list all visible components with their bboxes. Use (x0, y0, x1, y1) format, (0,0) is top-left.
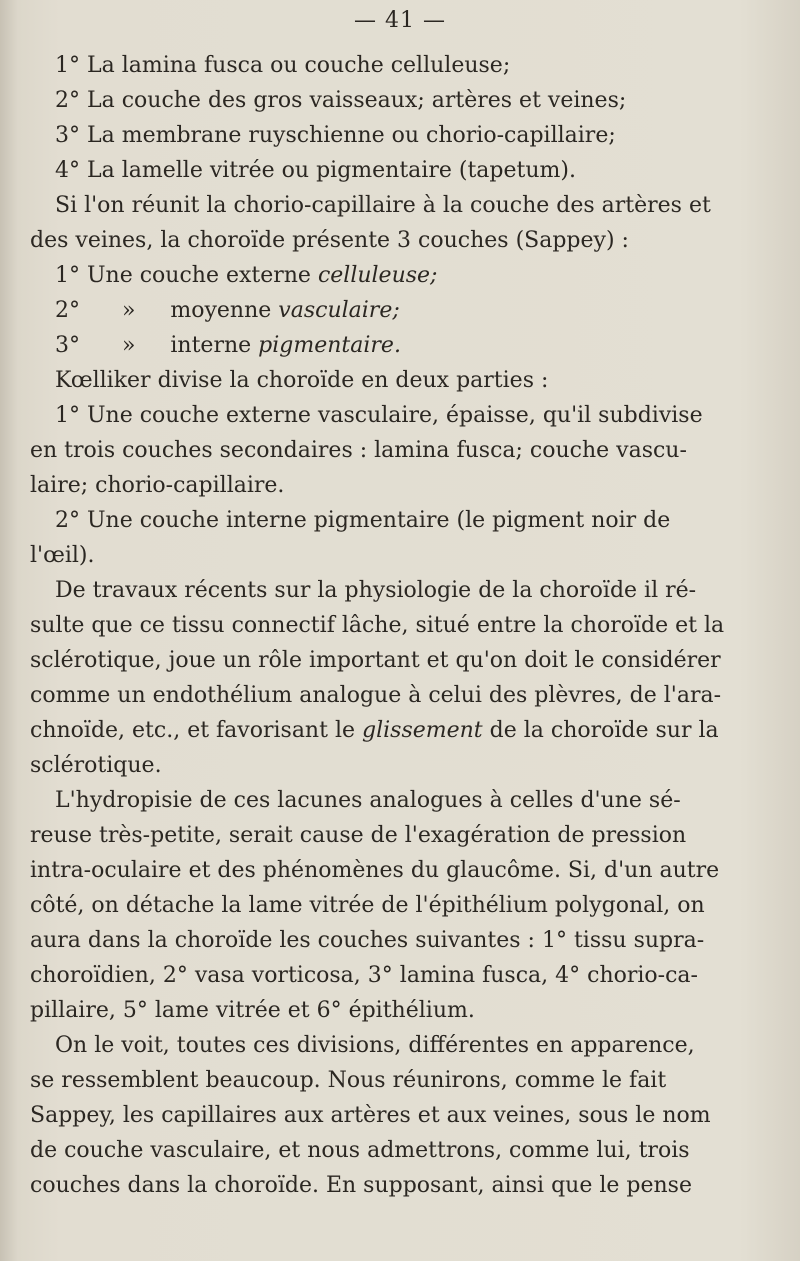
text-line: chnoïde, etc., et favorisant le glissement de la choroïde sur la (30, 718, 719, 743)
text-line: pillaire, 5° lame vitrée et 6° épithélium. (30, 998, 475, 1023)
text-line: sclérotique, joue un rôle important et qu'on doit le considérer (30, 648, 721, 673)
text-line: 1° La lamina fusca ou couche celluleuse; (55, 53, 511, 78)
text-line: laire; chorio-capillaire. (30, 473, 285, 498)
text-line: côté, on détache la lame vitrée de l'épithélium polygonal, on (30, 893, 705, 918)
text-line: l'œil). (30, 543, 95, 568)
text-line: 1° Une couche externe vasculaire, épaisse, qu'il subdivise (55, 403, 703, 428)
text-line: se ressemblent beaucoup. Nous réunirons, comme le fait (30, 1068, 667, 1093)
text-line: De travaux récents sur la physiologie de la choroïde il ré- (55, 578, 697, 603)
text-line: Kœlliker divise la choroïde en deux parties : (55, 368, 549, 393)
text-line: Si l'on réunit la chorio-capillaire à la couche des artères et (55, 193, 711, 218)
text-line: 2° La couche des gros vaisseaux; artères et veines; (55, 88, 627, 113)
text-line: 2° Une couche interne pigmentaire (le pigment noir de (55, 508, 671, 533)
text-line: sclérotique. (30, 753, 162, 778)
text-line: aura dans la choroïde les couches suivantes : 1° tissu supra- (30, 928, 705, 953)
text-line: L'hydropisie de ces lacunes analogues à celles d'une sé- (55, 788, 681, 813)
text-line: 3° La membrane ruyschienne ou chorio-capillaire; (55, 123, 616, 148)
text-line: sulte que ce tissu connectif lâche, situé entre la choroïde et la (30, 613, 725, 638)
text-line: 3° » interne pigmentaire. (55, 333, 401, 358)
text-line: en trois couches secondaires : lamina fusca; couche vascu- (30, 438, 687, 463)
text-line: des veines, la choroïde présente 3 couches (Sappey) : (30, 228, 629, 253)
text-line: reuse très-petite, serait cause de l'exagération de pression (30, 823, 687, 848)
text-line: On le voit, toutes ces divisions, différentes en apparence, (55, 1033, 695, 1058)
text-line: 4° La lamelle vitrée ou pigmentaire (tapetum). (55, 158, 576, 183)
text-line: de couche vasculaire, et nous admettrons, comme lui, trois (30, 1138, 690, 1163)
text-line: 1° Une couche externe celluleuse; (55, 263, 438, 288)
text-line: 2° » moyenne vasculaire; (55, 298, 400, 323)
text-line: comme un endothélium analogue à celui des plèvres, de l'ara- (30, 683, 722, 708)
text-line: intra-oculaire et des phénomènes du glaucôme. Si, d'un autre (30, 858, 720, 883)
text-line: Sappey, les capillaires aux artères et aux veines, sous le nom (30, 1103, 711, 1128)
text-line: choroïdien, 2° vasa vorticosa, 3° lamina fusca, 4° chorio-ca- (30, 963, 698, 988)
text-line: couches dans la choroïde. En supposant, ainsi que le pense (30, 1173, 692, 1198)
page-number: — 41 — (354, 8, 446, 33)
